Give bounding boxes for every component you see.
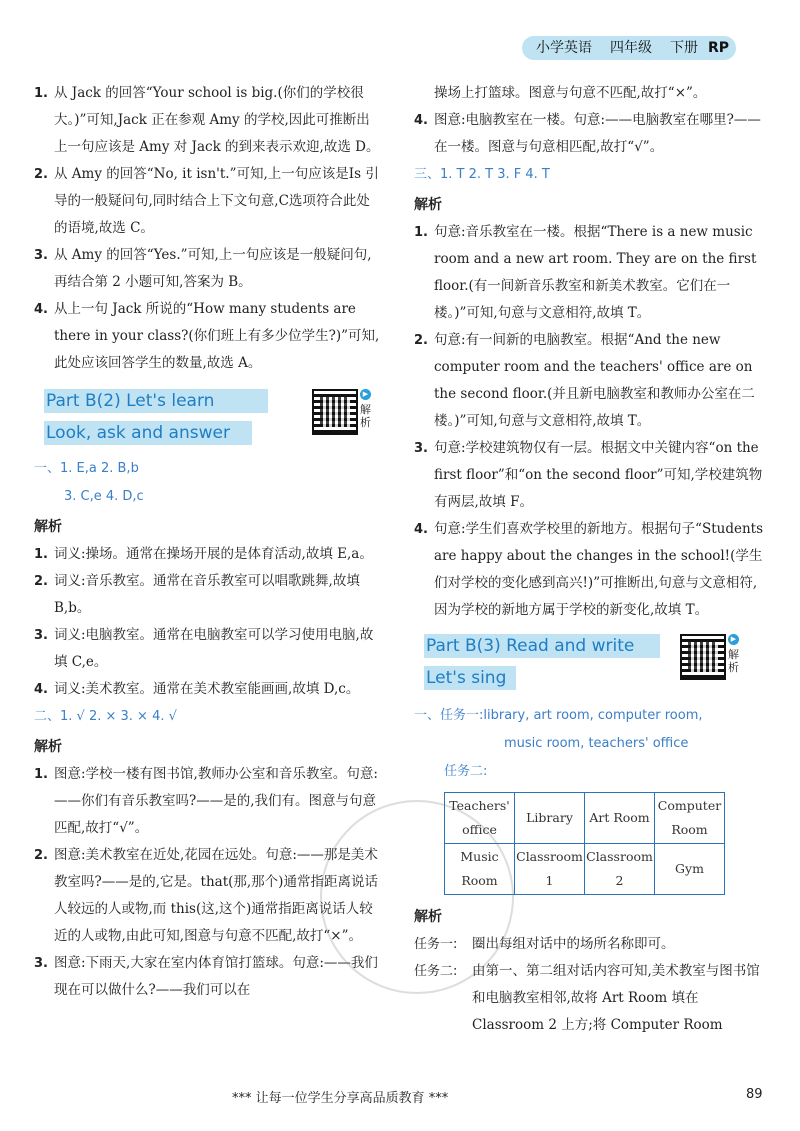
item-text: 从 Amy 的回答“Yes.”可知,上一句应该是一般疑问句,再结合第 2 小题可知,答案为 B。 [54,247,372,290]
item-number: 3. [34,628,48,643]
list-item [34,80,380,161]
play-icon: ▶ [728,634,739,645]
header-edition: RP [708,40,730,56]
watermark-stamp [320,800,514,994]
item-number: 1. [34,767,48,782]
list-item [34,568,380,622]
continued-text [414,80,766,107]
play-icon: ▶ [360,389,371,400]
list-item [34,622,380,676]
list-item [34,296,380,377]
analysis-heading: 解析 [414,909,442,925]
item-text: 词义:美术教室。通常在美术教室能画画,故填 D,c。 [54,681,360,697]
banner-title: Part B(2) Let's learn [46,391,215,411]
table-cell: Library [515,793,585,844]
list-item [414,107,766,161]
task-1-answer: 一、任务一:library, art room, computer room, [414,708,703,723]
table-cell: Teachers' office [445,793,515,844]
header-volume: 下册 [670,40,698,56]
table-cell: Music Room [445,844,515,895]
answers-section-3: 三、1. T 2. T 3. F 4. T [414,167,550,182]
banner-title: Part B(3) Read and write [426,636,635,656]
list-item [34,950,380,1004]
item-text: 圈出每组对话中的场所名称即可。 [472,936,675,952]
qr-code-icon[interactable] [312,389,358,435]
item-number: 1. [414,225,428,240]
item-text: 由第一、第二组对话内容可知,美术教室与图书馆和电脑教室相邻,故将 Art Room 填在 Classroom 2 上方;将 Computer Room [472,963,760,1033]
item-text: 词义:音乐教室。通常在音乐教室可以唱歌跳舞,故填 B,b。 [54,573,360,616]
list-item [34,761,380,842]
item-number: 1. [34,547,48,562]
item-number: 任务二: [414,964,458,979]
page-number: 89 [746,1087,763,1102]
item-number: 3. [34,248,48,263]
item-number: 3. [414,441,428,456]
item-text: 图意:下雨天,大家在室内体育馆打篮球。句意:——我们现在可以做什么?——我们可以在 [54,955,378,998]
table-cell: Classroom 2 [585,844,655,895]
item-number: 2. [34,848,48,863]
item-text: 从 Jack 的回答“Your school is big.(你们的学校很大。)”可知,Jack 正在参观 Amy 的学校,因此可推断出上一句应该是 Amy 对 Jack 的到来表示欢迎,故选 D。 [54,85,380,155]
list-item [414,219,766,327]
item-text: 操场上打篮球。图意与句意不匹配,故打“×”。 [434,85,707,101]
item-number: 1. [34,86,48,101]
item-text: 句意:音乐教室在一楼。根据“There is a new music room and a new art room. They are on the first floor.(有一间新音乐教室和新美术教室。它们在一楼。)”可知,句意与文意相符,故填 T。 [434,224,757,321]
answers-section-1: 一、1. E,a 2. B,b [34,461,139,476]
item-number: 2. [34,574,48,589]
item-number: 2. [414,333,428,348]
list-item [34,676,380,703]
item-number: 4. [34,682,48,697]
analysis-heading: 解析 [34,519,62,535]
table-cell: Classroom 1 [515,844,585,895]
list-item [34,541,380,568]
right-block-5 [414,219,766,624]
item-text: 图意:学校一楼有图书馆,教师办公室和音乐教室。句意:——你们有音乐教室吗?——是的,我们有。图意与句意匹配,故打“√”。 [54,766,378,836]
item-text: 句意:有一间新的电脑教室。根据“And the new computer room and the teachers' office are on the second floor.(并且新电脑教室和教师办公室在二楼。)”可知,句意与文意相符,故填 T。 [434,332,755,429]
analysis-heading: 解析 [414,197,442,213]
qr-code-icon[interactable] [680,634,726,680]
item-number: 4. [414,113,428,128]
answers-section-2: 二、1. √ 2. × 3. × 4. √ [34,709,177,724]
item-number: 2. [34,167,48,182]
item-text: 图意:美术教室在近处,花园在远处。句意:——那是美术教室吗?——是的,它是。that(那,那个)通常指距离说话人较远的人或物,而 this(这,这个)通常指距离说话人较近的人或物,由此可知,图意与句意不匹配,故打“×”。 [54,847,378,944]
item-text: 句意:学生们喜欢学校里的新地方。根据句子“Students are happy about the changes in the school!(学生们对学校的变化感到高兴!)”可推断出,句意与文意相符,因为学校的新地方属于学校的新变化,故填 T。 [434,521,763,618]
table-cell: Gym [655,844,725,895]
qr-label: 解析 [728,648,739,674]
item-text: 句意:学校建筑物仅有一层。根据文中关键内容“on the first floor”和“on the second floor”可知,学校建筑物有两层,故填 F。 [434,440,763,510]
item-text: 图意:电脑教室在一楼。句意:——电脑教室在哪里?——在一楼。图意与句意相匹配,故打“√”。 [434,112,761,155]
banner-subtitle: Look, ask and answer [46,423,230,443]
task-2-label: 任务二: [444,764,488,779]
left-block-2 [34,541,380,703]
answers-section-1-cont: 3. C,e 4. D,c [64,489,144,504]
banner-subtitle: Let's sing [426,668,507,688]
item-number: 4. [34,302,48,317]
left-block-1 [34,80,380,377]
item-text: 词义:操场。通常在操场开展的是体育活动,故填 E,a。 [54,546,373,562]
analysis-heading: 解析 [34,739,62,755]
item-number: 3. [34,956,48,971]
list-item [414,327,766,435]
task-1-answer-cont: music room, teachers' office [504,736,689,751]
list-item [414,435,766,516]
header-subject: 小学英语 [536,40,592,56]
item-text: 词义:电脑教室。通常在电脑教室可以学习使用电脑,故填 C,e。 [54,627,374,670]
section-banner-part-b3 [414,630,766,698]
table-cell: Art Room [585,793,655,844]
list-item [34,242,380,296]
list-item [414,516,766,624]
item-text: 从上一句 Jack 所说的“How many students are there in your class?(你们班上有多少位学生?)”可知,此处应该回答学生的数量,故选 A。 [54,301,380,371]
item-number: 任务一: [414,937,458,952]
item-number: 4. [414,522,428,537]
list-item [34,161,380,242]
header-grade: 四年级 [610,40,652,56]
section-banner-part-b2 [34,383,380,451]
item-text: 从 Amy 的回答“No, it isn't.”可知,上一句应该是Is 引导的一般疑问句,同时结合上下文句意,C选项符合此处的语境,故选 C。 [54,166,379,236]
table-cell: Computer Room [655,793,725,844]
footer-slogan: *** 让每一位学生分享高品质教育 *** [232,1091,449,1106]
qr-label: 解析 [360,403,371,429]
header-banner [522,36,736,60]
